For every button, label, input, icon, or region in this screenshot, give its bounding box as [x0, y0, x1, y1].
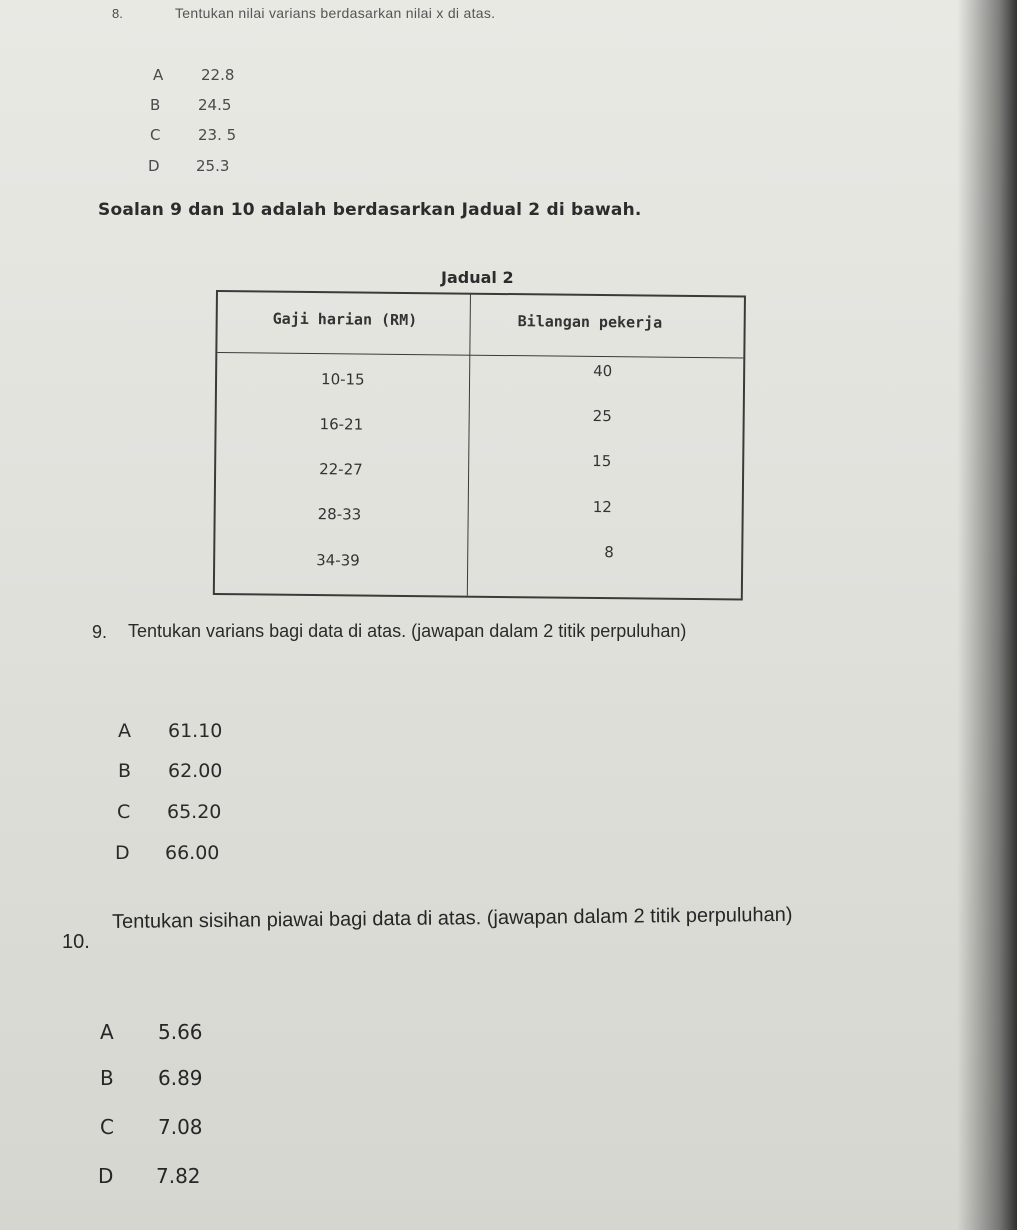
option-letter: D	[98, 1164, 114, 1188]
table-cell-workers: 25	[592, 406, 612, 426]
option-value: 24.5	[198, 96, 232, 114]
question-10-option-b[interactable]	[100, 1066, 203, 1090]
option-letter: D	[148, 157, 160, 175]
option-value: 65.20	[167, 801, 222, 823]
table-title: Jadual 2	[441, 268, 514, 287]
table-cell-wage: 22-27	[319, 460, 363, 479]
section-intro: Soalan 9 dan 10 adalah berdasarkan Jadual 2 di bawah.	[98, 200, 642, 220]
option-letter: C	[150, 126, 161, 144]
table-cell-wage: 10-15	[320, 370, 365, 389]
option-letter: D	[115, 842, 130, 864]
question-9-option-c[interactable]	[117, 801, 221, 823]
question-9-option-d[interactable]	[115, 842, 219, 864]
question-9-number: 9.	[92, 622, 108, 642]
table-column-divider	[467, 295, 471, 596]
option-letter: B	[118, 760, 132, 782]
question-8-option-d[interactable]	[148, 157, 229, 175]
table-cell-wage: 16-21	[319, 415, 364, 434]
question-10-option-d[interactable]	[98, 1164, 201, 1188]
option-letter: A	[153, 66, 164, 84]
table-cell-workers: 12	[592, 497, 612, 517]
option-value: 6.89	[158, 1066, 203, 1090]
question-8-option-c[interactable]	[150, 126, 236, 144]
question-10-option-c[interactable]	[100, 1115, 203, 1139]
option-letter: B	[150, 96, 161, 114]
question-8-option-b[interactable]	[150, 96, 231, 114]
option-letter: C	[117, 801, 131, 823]
data-table	[213, 290, 746, 601]
option-value: 7.08	[158, 1115, 203, 1139]
question-9-text: Tentukan varians bagi data di atas. (jawapan dalam 2 titik perpuluhan)	[128, 621, 687, 641]
table-header-workers: Bilangan pekerja	[517, 312, 663, 332]
option-letter: A	[100, 1020, 114, 1044]
question-8-text: Tentukan nilai varians berdasarkan nilai x di atas.	[175, 5, 496, 21]
option-value: 66.00	[165, 842, 220, 864]
table-cell-workers: 8	[604, 543, 614, 562]
table-cell-wage: 34-39	[316, 551, 360, 570]
table-cell-workers: 15	[592, 451, 612, 471]
option-value: 22.8	[201, 66, 235, 84]
table-cell-wage: 28-33	[317, 505, 362, 524]
question-10-option-a[interactable]	[100, 1020, 203, 1044]
question-10-text: Tentukan sisihan piawai bagi data di atas. (jawapan dalam 2 titik perpuluhan)	[112, 903, 793, 933]
question-10-number: 10.	[62, 931, 90, 953]
option-value: 61.10	[168, 720, 223, 742]
table-header-divider	[217, 352, 743, 359]
option-value: 23. 5	[198, 126, 237, 144]
option-letter: B	[100, 1066, 114, 1090]
table-cell-workers: 40	[593, 361, 613, 381]
option-value: 62.00	[168, 760, 223, 782]
question-9-option-b[interactable]	[118, 760, 222, 782]
option-value: 5.66	[158, 1020, 203, 1044]
option-letter: C	[100, 1115, 114, 1139]
question-9-option-a[interactable]	[118, 720, 222, 742]
table-header-wage: Gaji harian (RM)	[272, 309, 418, 330]
question-8-number: 8.	[112, 6, 123, 21]
question-8-option-a[interactable]	[153, 66, 234, 84]
option-value: 7.82	[156, 1164, 201, 1188]
option-letter: A	[118, 720, 131, 742]
option-value: 25.3	[196, 157, 230, 175]
page-edge-shadow	[957, 0, 1017, 1230]
